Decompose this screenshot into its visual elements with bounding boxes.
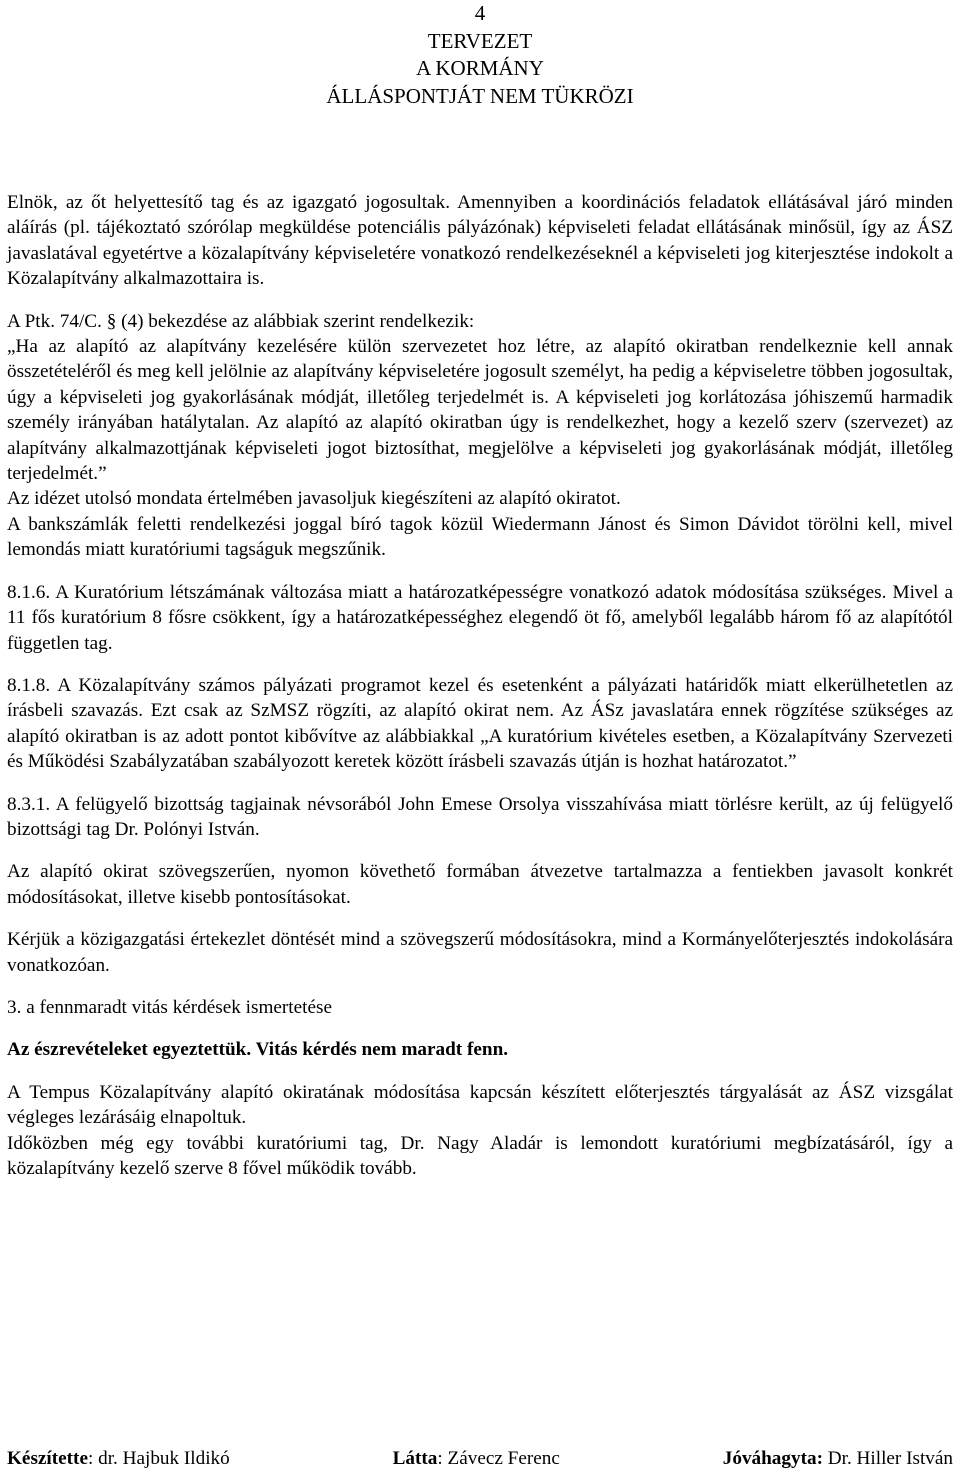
- disclaimer-line-2: ÁLLÁSPONTJÁT NEM TÜKRÖZI: [326, 83, 634, 108]
- paragraph-representation: Elnök, az őt helyettesítő tag és az igazgató jogosultak. Amennyiben a koordinációs feladatok ellátásával járó minden aláírás (pl. tájékoztató szórólap megküldése potenciális pályázónak) képviseleti feladat ellátásának minősül, így az ÁSZ javaslatával egyetértve a közalapítvány képviseletére vonatkozó rendelkezéseknél a képviseleti jog kiterjesztése indokolt a Közalapítvány alkalmazottaira is.: [7, 192, 953, 290]
- approved-by-value: Dr. Hiller István: [822, 1448, 953, 1469]
- paragraph-tempus: A Tempus Közalapítvány alapító okiratának módosítása kapcsán készített előterjesztés tárgyalását az ÁSZ vizsgálat végleges lezárásáig elnapoltuk.: [7, 1081, 953, 1129]
- document-header: [0, 0, 960, 110]
- seen-by-label: Látta: [392, 1448, 438, 1469]
- paragraph-quote-proposal: Az idézet utolsó mondata értelmében javasoljuk kiegészíteni az alapító okiratot.: [7, 488, 621, 510]
- draft-label: TERVEZET: [427, 28, 533, 53]
- disclaimer-line-1: A KORMÁNY: [416, 56, 544, 80]
- prepared-by-value: : dr. Hajbuk Ildikó: [87, 1448, 230, 1469]
- paragraph-no-dispute: Az észrevételeket egyeztettük. Vitás kérdés nem maradt fenn.: [7, 1039, 509, 1061]
- document-body: [7, 190, 953, 1181]
- section-heading-3: 3. a fennmaradt vitás kérdések ismertetése: [7, 996, 332, 1018]
- paragraph-bank-accounts: A bankszámlák feletti rendelkezési joggal bíró tagok közül Wiedermann Jánost és Simon Dávidot törölni kell, mivel lemondás miatt kuratóriumi tagságuk megszűnik.: [7, 513, 953, 561]
- paragraph-8-1-6: 8.1.6. A Kuratórium létszámának változása miatt a határozatképességre vonatkozó adatok módosítása szükséges. Mivel a 11 fős kuratórium 8 fősre csökkent, így a határozatképességhez elegendő öt fő, amelyből legalább három fő az alapítótól független tag.: [7, 581, 953, 654]
- signature-footer: [7, 1446, 953, 1471]
- paragraph-ptk-quote: „Ha az alapító az alapítvány kezelésére külön szervezetet hoz létre, az alapító okiratban rendelkeznie kell annak összetételéről és meg kell jelölnie az alapítvány képviseletére jogosult személyt, ha pedig a képviseletre többen jogosultak, úgy a képviseleti jog gyakorlásának módját, illetőleg terjedelmét is. A képviseleti jog korlátozása jóhiszemű harmadik személy irányában hatálytalan. Az alapító az alapító okiratban úgy is rendelkezhet, hogy a kezelő szerv (szervezet) az alapítvány alkalmazottjának képviseleti jogot biztosíthat, megjelölve a képviseleti jog gyakorlásának módját, illetőleg terjedelmét.”: [7, 336, 953, 485]
- approved-by-label: Jóváhagyta:: [722, 1448, 823, 1469]
- paragraph-resignation: Időközben még egy további kuratóriumi tag, Dr. Nagy Aladár is lemondott kuratóriumi megbízatásáról, így a közalapítvány kezelő szerve 8 fővel működik tovább.: [7, 1132, 953, 1179]
- prepared-by-label: Készítette: [7, 1448, 88, 1469]
- paragraph-request: Kérjük a közigazgatási értekezlet döntését mind a szövegszerű módosításokra, mind a Kormányelőterjesztés indokolására vonatkozóan.: [7, 929, 953, 976]
- seen-by: [393, 1446, 560, 1471]
- prepared-by: [7, 1446, 230, 1471]
- paragraph-summary: Az alapító okirat szövegszerűen, nyomon követhető formában átvezetve tartalmazza a fentiekben javasolt konkrét módosításokat, illetve kisebb pontosításokat.: [7, 861, 953, 908]
- seen-by-value: : Závecz Ferenc: [437, 1448, 560, 1469]
- paragraph-8-1-8: 8.1.8. A Közalapítvány számos pályázati programot kezel és esetenként a pályázati határidők miatt elkerülhetetlen az írásbeli szavazás. Ezt csak az SzMSZ rögzíti, az alapító okirat nem. Az ÁSz javaslatára ennek rögzítése szükséges az alapító okiratban is az adott pontot kibővítve az alábbiakkal „A kuratórium kivételes esetben, a Közalapítvány Szervezeti és Működési Szabályzatában szabályozott keretek között írásbeli szavazás útján is hozhat határozatot.”: [7, 674, 953, 773]
- paragraph-8-3-1: 8.3.1. A felügyelő bizottság tagjainak névsorából John Emese Orsolya visszahívása miatt törlésre került, az új felügyelő bizottsági tag Dr. Polónyi István.: [7, 793, 953, 840]
- page-number: 4: [474, 1, 486, 25]
- paragraph-ptk-intro: A Ptk. 74/C. § (4) bekezdése az alábbiak szerint rendelkezik:: [7, 310, 475, 332]
- approved-by: [723, 1446, 953, 1471]
